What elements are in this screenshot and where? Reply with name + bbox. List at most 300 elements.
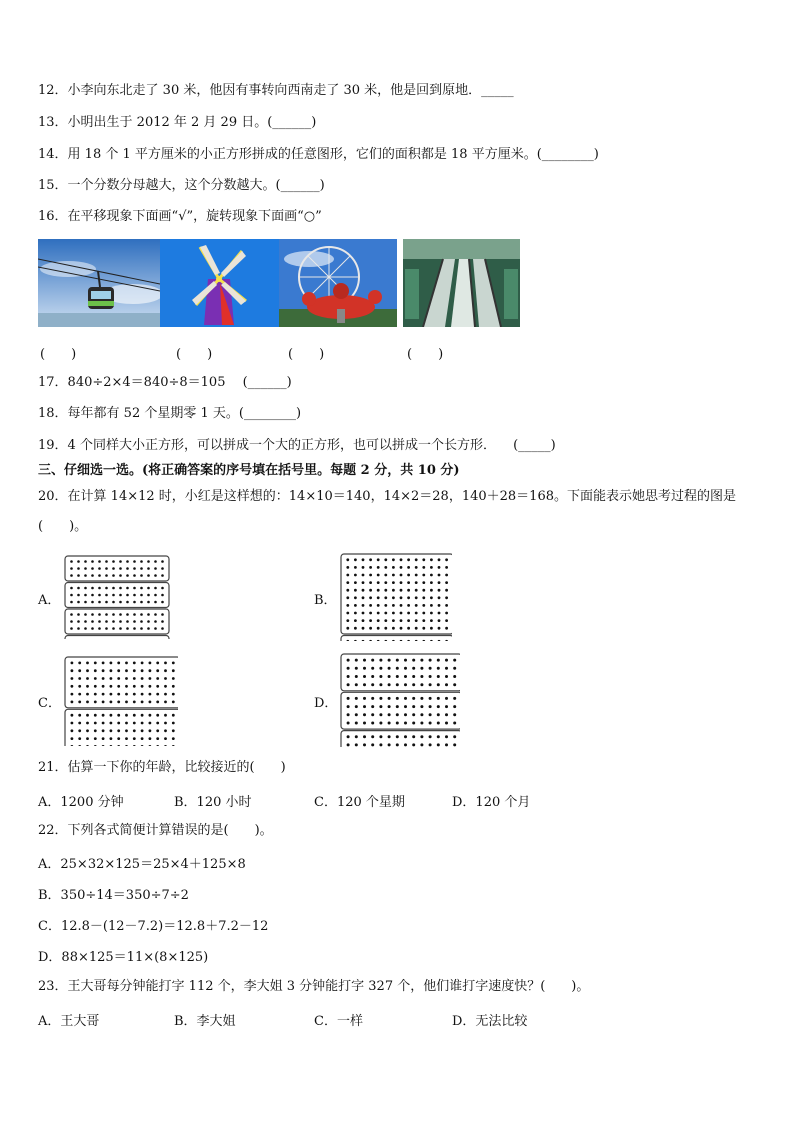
- dot: [404, 713, 407, 716]
- dot: [125, 701, 128, 704]
- dot: [140, 620, 143, 623]
- q16-blank-4[interactable]: ( ): [407, 347, 444, 362]
- dot: [125, 677, 128, 680]
- dot: [125, 737, 128, 740]
- dot: [453, 675, 456, 678]
- dot: [84, 574, 87, 577]
- dot: [105, 560, 108, 563]
- dot: [388, 713, 391, 716]
- dot: [369, 604, 372, 607]
- dot: [355, 683, 358, 686]
- q22-choice-c[interactable]: C．12.8－(12－7.2)＝12.8＋7.2－12: [38, 919, 269, 934]
- dot: [154, 620, 157, 623]
- dot: [86, 714, 89, 717]
- dot: [369, 619, 372, 622]
- dot: [392, 574, 395, 577]
- dot: [161, 627, 164, 630]
- dot: [71, 714, 74, 717]
- dot-group: [65, 556, 169, 581]
- dot: [125, 722, 128, 725]
- dot: [86, 722, 89, 725]
- dot: [102, 693, 105, 696]
- dot: [154, 613, 157, 616]
- dot: [379, 705, 382, 708]
- dot: [354, 619, 357, 622]
- q20-option-c-diagram: [64, 656, 178, 746]
- dot: [384, 619, 387, 622]
- dot: [445, 735, 448, 738]
- dot: [412, 667, 415, 670]
- dot: [147, 627, 150, 630]
- dot: [161, 560, 164, 563]
- dot: [71, 722, 74, 725]
- dot: [149, 669, 152, 672]
- dot: [438, 566, 441, 569]
- dot: [377, 627, 380, 630]
- dot: [412, 683, 415, 686]
- dot: [133, 594, 136, 597]
- dot: [154, 601, 157, 604]
- dot: [362, 612, 365, 615]
- dot: [355, 735, 358, 738]
- dot: [407, 581, 410, 584]
- dot: [437, 659, 440, 662]
- dot: [379, 735, 382, 738]
- question-13: 13．小明出生于 2012 年 2 月 29 日。(______): [38, 115, 317, 130]
- dot: [384, 627, 387, 630]
- dot: [384, 596, 387, 599]
- dot: [445, 683, 448, 686]
- dot: [125, 714, 128, 717]
- dot: [149, 722, 152, 725]
- dot: [415, 619, 418, 622]
- dot: [161, 613, 164, 616]
- dot: [354, 604, 357, 607]
- dot: [141, 722, 144, 725]
- question-19: 19．4 个同样大小正方形，可以拼成一个大的正方形，也可以拼成一个长方形． (_____): [38, 438, 556, 453]
- dot: [110, 714, 113, 717]
- dot: [445, 619, 448, 622]
- dot: [71, 669, 74, 672]
- dot: [71, 677, 74, 680]
- dot: [404, 735, 407, 738]
- dot: [84, 613, 87, 616]
- dot: [407, 619, 410, 622]
- dot: [445, 627, 448, 630]
- dot: [429, 675, 432, 678]
- dot: [172, 693, 175, 696]
- q20-option-d-label[interactable]: D．: [314, 696, 338, 711]
- escalator-image: [403, 239, 520, 327]
- dot: [347, 683, 350, 686]
- dot: [154, 574, 157, 577]
- dot: [71, 685, 74, 688]
- dot: [354, 558, 357, 561]
- dot: [172, 662, 175, 665]
- dot: [369, 589, 372, 592]
- dot: [379, 713, 382, 716]
- dot: [407, 566, 410, 569]
- dot: [117, 701, 120, 704]
- dot: [71, 693, 74, 696]
- dot: [133, 669, 136, 672]
- dot-group: [341, 654, 460, 691]
- dot: [362, 596, 365, 599]
- dot: [126, 613, 129, 616]
- dot: [126, 620, 129, 623]
- dot: [429, 659, 432, 662]
- dot: [141, 737, 144, 740]
- dot: [354, 581, 357, 584]
- dot: [346, 612, 349, 615]
- dot: [133, 677, 136, 680]
- dot: [133, 560, 136, 563]
- dot: [77, 567, 80, 570]
- q21-choice-c[interactable]: C．120 个星期: [314, 795, 405, 810]
- q23-choice-b[interactable]: B．李大姐: [174, 1014, 236, 1029]
- q16-blank-3[interactable]: ( ): [288, 347, 325, 362]
- dot: [164, 662, 167, 665]
- dot: [86, 693, 89, 696]
- dot: [445, 743, 448, 746]
- question-12: 12．小李向东北走了 30 米，他因有事转向西南走了 30 米，他是回到原地．_____: [38, 83, 514, 98]
- dot: [363, 743, 366, 746]
- dot: [164, 722, 167, 725]
- dot: [156, 714, 159, 717]
- dot: [98, 613, 101, 616]
- dot: [172, 701, 175, 704]
- dot: [94, 729, 97, 732]
- dot: [453, 697, 456, 700]
- dot: [172, 669, 175, 672]
- dot: [94, 693, 97, 696]
- dot: [112, 620, 115, 623]
- dot: [86, 729, 89, 732]
- dot: [371, 659, 374, 662]
- dot: [377, 566, 380, 569]
- dot: [133, 714, 136, 717]
- dot: [86, 685, 89, 688]
- dot: [156, 737, 159, 740]
- dot: [86, 662, 89, 665]
- dot: [110, 662, 113, 665]
- dot-group: [341, 554, 452, 634]
- dot: [392, 581, 395, 584]
- dot: [70, 587, 73, 590]
- dot: [420, 713, 423, 716]
- dot: [362, 619, 365, 622]
- q20-option-c-label[interactable]: C．: [38, 696, 61, 711]
- dot: [369, 558, 372, 561]
- dot: [379, 675, 382, 678]
- dot: [400, 574, 403, 577]
- dot: [420, 722, 423, 725]
- dot: [94, 685, 97, 688]
- dot: [133, 693, 136, 696]
- dot: [112, 613, 115, 616]
- q16-blank-2[interactable]: ( ): [176, 347, 213, 362]
- dot: [98, 560, 101, 563]
- dot: [412, 722, 415, 725]
- dot: [422, 566, 425, 569]
- dot: [396, 683, 399, 686]
- dot: [407, 604, 410, 607]
- dot: [70, 601, 73, 604]
- dot: [404, 697, 407, 700]
- q23-choice-d[interactable]: D．无法比较: [452, 1014, 528, 1029]
- dot: [363, 697, 366, 700]
- dot: [404, 705, 407, 708]
- dot: [438, 596, 441, 599]
- q20-option-b-diagram: [340, 553, 452, 641]
- dot: [400, 558, 403, 561]
- q22-choice-b[interactable]: B．350÷14＝350÷7÷2: [38, 888, 189, 903]
- dot: [98, 627, 101, 630]
- dot: [86, 701, 89, 704]
- dot: [119, 560, 122, 563]
- dot: [78, 685, 81, 688]
- dot: [71, 701, 74, 704]
- dot: [133, 722, 136, 725]
- dot: [388, 705, 391, 708]
- dot: [355, 713, 358, 716]
- dot: [161, 567, 164, 570]
- dot: [154, 560, 157, 563]
- q20-option-d-diagram: [340, 653, 460, 747]
- dot: [445, 659, 448, 662]
- dot: [125, 662, 128, 665]
- dot: [94, 722, 97, 725]
- dot: [422, 604, 425, 607]
- dot: [84, 620, 87, 623]
- dot: [133, 662, 136, 665]
- dot: [347, 697, 350, 700]
- dot: [384, 589, 387, 592]
- dot: [102, 737, 105, 740]
- dot: [147, 567, 150, 570]
- dot: [149, 701, 152, 704]
- dot: [438, 619, 441, 622]
- dot: [125, 729, 128, 732]
- dot: [346, 581, 349, 584]
- dot: [429, 667, 432, 670]
- dot: [404, 675, 407, 678]
- question-23: 23．王大哥每分钟能打字 112 个，李大姐 3 分钟能打字 327 个，他们谁打字速度快？( )。: [38, 979, 590, 994]
- dot: [420, 659, 423, 662]
- dot: [156, 669, 159, 672]
- dot: [77, 594, 80, 597]
- dot: [430, 604, 433, 607]
- dot: [141, 662, 144, 665]
- q16-blank-1[interactable]: ( ): [40, 347, 77, 362]
- dot: [388, 735, 391, 738]
- dot: [438, 604, 441, 607]
- dot: [98, 594, 101, 597]
- dot: [422, 596, 425, 599]
- dot: [453, 722, 456, 725]
- dot: [438, 589, 441, 592]
- dot: [354, 596, 357, 599]
- dot: [117, 693, 120, 696]
- dot: [164, 669, 167, 672]
- dot-group: [65, 657, 178, 708]
- dot: [110, 677, 113, 680]
- dot: [347, 735, 350, 738]
- dot: [98, 574, 101, 577]
- dot: [412, 697, 415, 700]
- dot: [119, 601, 122, 604]
- dot: [422, 612, 425, 615]
- dot: [141, 693, 144, 696]
- dot: [156, 677, 159, 680]
- dot: [379, 722, 382, 725]
- dot: [396, 705, 399, 708]
- dot: [392, 627, 395, 630]
- dot: [412, 713, 415, 716]
- dot: [102, 729, 105, 732]
- dot: [84, 594, 87, 597]
- dot: [149, 693, 152, 696]
- dot: [396, 735, 399, 738]
- dot: [362, 581, 365, 584]
- dot: [140, 627, 143, 630]
- dot: [119, 587, 122, 590]
- q23-choice-a[interactable]: A．王大哥: [38, 1014, 100, 1029]
- dot: [437, 722, 440, 725]
- dot: [141, 701, 144, 704]
- dot: [420, 675, 423, 678]
- q21-choice-b[interactable]: B．120 小时: [174, 795, 252, 810]
- dot: [77, 620, 80, 623]
- dot: [371, 722, 374, 725]
- dot: [347, 705, 350, 708]
- dot: [388, 667, 391, 670]
- dot: [445, 558, 448, 561]
- dot: [396, 667, 399, 670]
- dot: [161, 594, 164, 597]
- dot: [161, 601, 164, 604]
- dot: [112, 594, 115, 597]
- dot: [377, 581, 380, 584]
- dot: [164, 677, 167, 680]
- dot: [362, 604, 365, 607]
- dot: [149, 714, 152, 717]
- dot: [379, 659, 382, 662]
- dot: [407, 612, 410, 615]
- section-3-heading: 三、仔细选一选。(将正确答案的序号填在括号里。每题 2 分，共 10 分): [38, 463, 460, 478]
- dot: [164, 701, 167, 704]
- dot: [415, 612, 418, 615]
- dot: [453, 705, 456, 708]
- dot: [404, 659, 407, 662]
- dot-group: [65, 636, 169, 640]
- dot: [133, 685, 136, 688]
- dot: [91, 620, 94, 623]
- dot: [371, 675, 374, 678]
- dot: [78, 669, 81, 672]
- dot: [412, 659, 415, 662]
- dot: [126, 627, 129, 630]
- dot: [384, 612, 387, 615]
- dot: [437, 713, 440, 716]
- dot: [346, 604, 349, 607]
- dot: [396, 659, 399, 662]
- dot: [147, 620, 150, 623]
- dot: [429, 743, 432, 746]
- dot: [110, 685, 113, 688]
- dot-group: [341, 731, 460, 747]
- dot: [438, 627, 441, 630]
- q21-choice-d[interactable]: D．120 个月: [452, 795, 531, 810]
- dot: [91, 587, 94, 590]
- dot: [110, 722, 113, 725]
- dot: [371, 667, 374, 670]
- dot: [437, 705, 440, 708]
- dot: [407, 596, 410, 599]
- dot: [98, 620, 101, 623]
- dot: [98, 587, 101, 590]
- dot: [91, 613, 94, 616]
- dot: [412, 675, 415, 678]
- dot: [392, 596, 395, 599]
- dot: [388, 743, 391, 746]
- dot: [445, 574, 448, 577]
- q22-choice-a[interactable]: A．25×32×125＝25×4＋125×8: [38, 857, 246, 872]
- dot: [140, 574, 143, 577]
- dot: [125, 685, 128, 688]
- dot: [392, 619, 395, 622]
- dot: [112, 601, 115, 604]
- dot: [141, 685, 144, 688]
- dot: [156, 693, 159, 696]
- q22-choice-d[interactable]: D．88×125＝11×(8×125): [38, 950, 209, 965]
- dot: [363, 675, 366, 678]
- dot: [437, 683, 440, 686]
- dot: [347, 659, 350, 662]
- dot: [94, 737, 97, 740]
- dot: [422, 574, 425, 577]
- dot: [149, 737, 152, 740]
- q20-option-b-label[interactable]: B．: [314, 593, 337, 608]
- dot: [415, 604, 418, 607]
- dot: [438, 612, 441, 615]
- dot: [164, 737, 167, 740]
- q23-choice-c[interactable]: C．一样: [314, 1014, 363, 1029]
- dot: [430, 574, 433, 577]
- dot: [355, 743, 358, 746]
- dot-group: [341, 692, 460, 729]
- dot: [377, 596, 380, 599]
- dot: [346, 589, 349, 592]
- dot: [445, 705, 448, 708]
- dot: [78, 693, 81, 696]
- dot: [164, 685, 167, 688]
- dot: [126, 567, 129, 570]
- dot: [445, 612, 448, 615]
- q20-option-a-label[interactable]: A．: [38, 593, 61, 608]
- dot: [388, 675, 391, 678]
- dot: [437, 735, 440, 738]
- dot: [70, 594, 73, 597]
- dot: [388, 697, 391, 700]
- dot: [407, 589, 410, 592]
- dot: [119, 594, 122, 597]
- q21-choice-a[interactable]: A．1200 分钟: [38, 795, 124, 810]
- dot: [126, 601, 129, 604]
- dot: [429, 697, 432, 700]
- dot: [141, 669, 144, 672]
- dot: [84, 587, 87, 590]
